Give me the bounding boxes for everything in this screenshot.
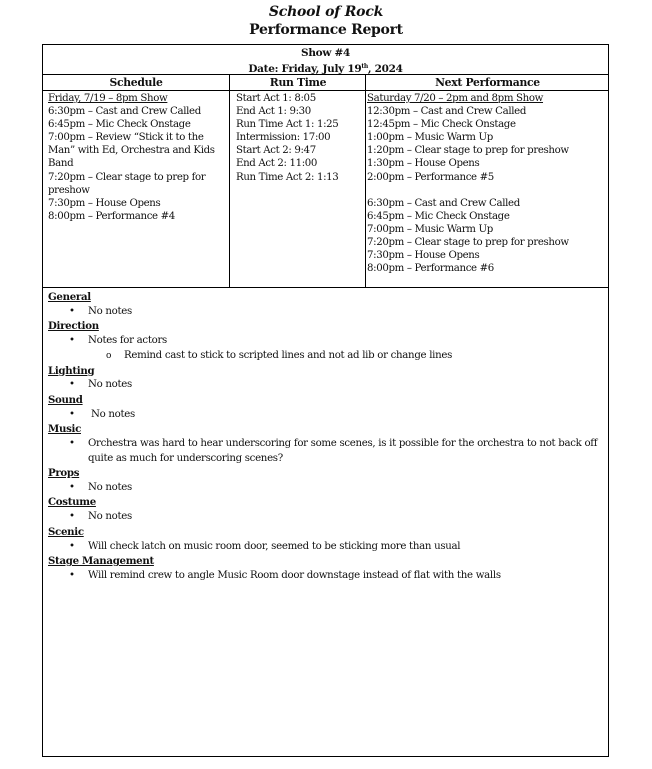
note-item bbox=[48, 510, 598, 525]
note-text: No notes bbox=[88, 379, 132, 391]
schedule-column bbox=[48, 92, 226, 223]
section-heading-general: General bbox=[48, 291, 91, 303]
bullet-icon: • bbox=[69, 408, 75, 420]
note-text: No notes bbox=[91, 408, 135, 420]
sub-note-item bbox=[48, 349, 598, 364]
bullet-icon: • bbox=[69, 379, 75, 391]
note-text: Will check latch on music room door, seemed to be sticking more than usual bbox=[88, 540, 461, 552]
column-divider bbox=[229, 74, 230, 288]
schedule-day-heading: Friday, 7/19 – 8pm Show bbox=[48, 93, 168, 104]
spacer bbox=[367, 184, 607, 197]
note-text: No notes bbox=[88, 481, 132, 493]
matinee-item: 1:20pm – Clear stage to prep for preshow bbox=[367, 145, 569, 157]
section-heading-direction: Direction bbox=[48, 320, 99, 333]
evening-item: 6:30pm – Cast and Crew Called bbox=[367, 197, 520, 209]
schedule-item: 7:30pm – House Opens bbox=[48, 197, 161, 209]
note-text: Notes for actors bbox=[88, 335, 167, 347]
show-date-year: , 2024 bbox=[367, 63, 403, 75]
section-heading-props: Props bbox=[48, 467, 80, 480]
run-time-item: Start Act 1: 8:05 bbox=[236, 93, 316, 104]
bullet-icon: • bbox=[69, 335, 75, 347]
run-time-item: Run Time Act 1: 1:25 bbox=[236, 119, 339, 131]
evening-item: 7:00pm – Music Warm Up bbox=[367, 223, 493, 235]
show-date-ordinal: th bbox=[361, 63, 368, 70]
section-heading-scenic: Scenic bbox=[48, 525, 84, 538]
note-item bbox=[48, 305, 598, 320]
show-number: Show #4 bbox=[301, 47, 350, 59]
section-heading-costume: Costume bbox=[48, 496, 96, 509]
schedule-item: 7:00pm – Review “Stick it to the Man” with Ed, Orchestra and Kids Band bbox=[48, 132, 215, 170]
bullet-icon: • bbox=[69, 511, 75, 523]
note-item bbox=[48, 437, 598, 466]
schedule-item: 7:20pm – Clear stage to prep for preshow bbox=[48, 171, 206, 196]
next-day-heading: Saturday 7/20 – 2pm and 8pm Show bbox=[367, 93, 544, 104]
run-time-column bbox=[236, 92, 364, 184]
note-text: Will remind crew to angle Music Room door downstage instead of flat with the walls bbox=[88, 569, 501, 581]
department-notes bbox=[48, 290, 598, 584]
bullet-icon: • bbox=[69, 305, 75, 317]
bullet-icon: • bbox=[69, 438, 75, 450]
schedule-item: 6:45pm – Mic Check Onstage bbox=[48, 119, 191, 131]
section-heading-lighting: Lighting bbox=[48, 364, 95, 377]
divider bbox=[43, 74, 608, 75]
note-text: No notes bbox=[88, 511, 132, 523]
run-time-item: End Act 1: 9:30 bbox=[236, 106, 311, 118]
section-heading-music: Music bbox=[48, 423, 81, 436]
note-text: No notes bbox=[88, 305, 132, 317]
divider bbox=[43, 90, 608, 91]
evening-item: 6:45pm – Mic Check Onstage bbox=[367, 210, 510, 222]
run-time-item: Run Time Act 2: 1:13 bbox=[236, 171, 339, 183]
report-table bbox=[42, 44, 609, 757]
bullet-icon: • bbox=[69, 540, 75, 552]
matinee-item: 1:00pm – Music Warm Up bbox=[367, 132, 493, 144]
run-time-heading: Run Time bbox=[269, 76, 327, 89]
schedule-item: 6:30pm – Cast and Crew Called bbox=[48, 106, 201, 118]
divider bbox=[43, 287, 608, 288]
section-heading-sound: Sound bbox=[48, 393, 83, 406]
column-divider bbox=[365, 74, 366, 288]
run-time-item: Intermission: 17:00 bbox=[236, 132, 331, 144]
next-performance-heading: Next Performance bbox=[435, 76, 540, 89]
bullet-icon: • bbox=[69, 481, 75, 493]
schedule-heading: Schedule bbox=[109, 76, 163, 89]
bullet-icon: • bbox=[69, 569, 75, 581]
run-time-item: End Act 2: 11:00 bbox=[236, 158, 318, 170]
show-date-main: Date: Friday, July 19 bbox=[248, 63, 362, 75]
note-item bbox=[48, 378, 598, 393]
note-item bbox=[48, 540, 598, 555]
run-time-item: Start Act 2: 9:47 bbox=[236, 145, 316, 157]
note-text: Orchestra was hard to hear underscoring for some scenes, is it possible for the orchestra to not back off quite as much for underscoring scenes? bbox=[88, 438, 598, 464]
matinee-item: 2:00pm – Performance #5 bbox=[367, 171, 494, 183]
note-item bbox=[48, 481, 598, 496]
note-item bbox=[48, 334, 598, 349]
report-title: School of Rock bbox=[268, 4, 384, 20]
note-text: Remind cast to stick to scripted lines and not ad lib or change lines bbox=[124, 349, 453, 361]
next-performance-column bbox=[367, 92, 607, 275]
evening-item: 8:00pm – Performance #6 bbox=[367, 263, 494, 275]
section-heading-stage-management: Stage Management bbox=[48, 555, 154, 568]
matinee-item: 1:30pm – House Opens bbox=[367, 158, 480, 170]
matinee-item: 12:30pm – Cast and Crew Called bbox=[367, 106, 527, 118]
sub-bullet-icon: o bbox=[106, 350, 112, 361]
evening-item: 7:20pm – Clear stage to prep for preshow bbox=[367, 237, 569, 249]
schedule-item: 8:00pm – Performance #4 bbox=[48, 210, 175, 222]
evening-item: 7:30pm – House Opens bbox=[367, 250, 480, 262]
note-item bbox=[48, 408, 598, 423]
note-item bbox=[48, 569, 598, 584]
report-subtitle: Performance Report bbox=[249, 22, 403, 38]
show-header bbox=[43, 46, 608, 76]
matinee-item: 12:45pm – Mic Check Onstage bbox=[367, 119, 516, 131]
